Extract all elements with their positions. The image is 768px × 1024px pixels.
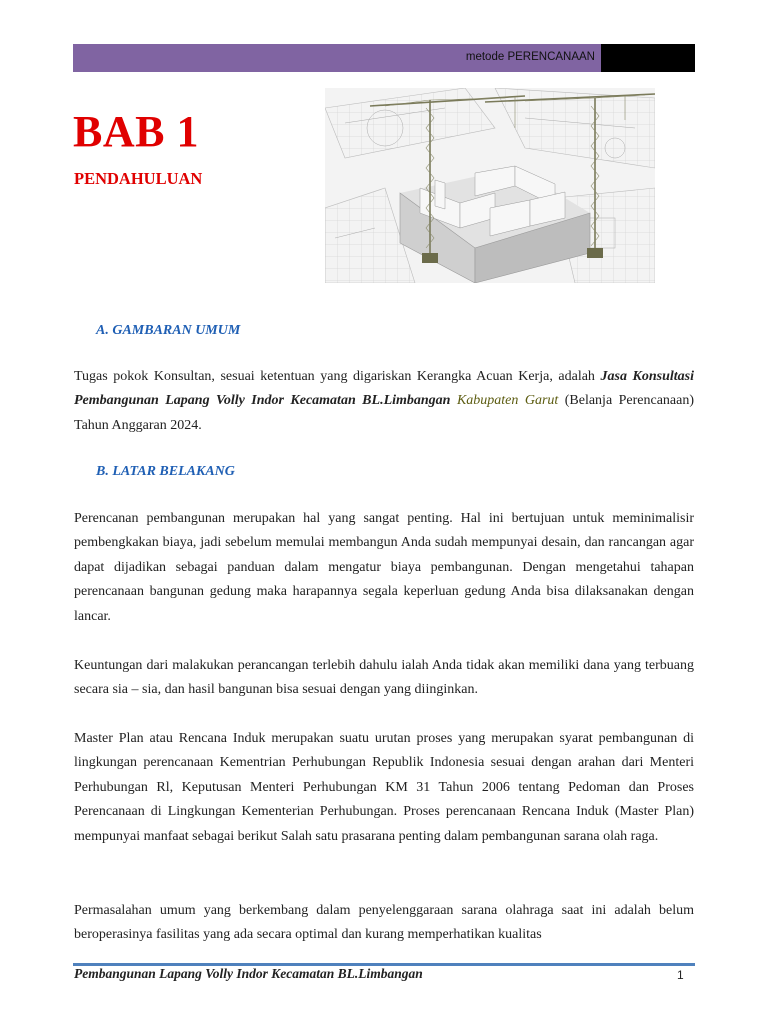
p1-project-name: Jasa Konsultasi Pembangunan Lapang Volly Indor Kecamatan BL.Limbangan xyxy=(74,369,694,409)
paragraph-gambaran-umum xyxy=(74,365,694,438)
paragraph-keuntungan: Keuntungan dari malakukan perancangan terlebih dahulu ialah Anda tidak akan memiliki dana yang terbuang secara sia – sia, dan hasil bangunan bisa sesuai dengan yang diinginkan. xyxy=(74,658,694,698)
construction-illustration xyxy=(325,88,655,283)
page-header xyxy=(73,44,695,72)
chapter-subtitle: PENDAHULUAN xyxy=(74,169,203,188)
p1-tail: (Belanja Perencanaan) Tahun Anggaran 2024. xyxy=(74,393,694,433)
paragraph-master-plan: Master Plan atau Rencana Induk merupakan suatu urutan proses yang merupakan syarat pembangunan di lingkungan perencanaan Kementrian Perhubungan Republik Indonesia sesuai dengan arahan dari Menteri Perhubungan Rl, Keputusan Menteri Perhubungan KM 31 Tahun 2006 tentang Pedoman dan Proses Perencanaan di Lingkungan Kementerian Perhubungan. Proses perencanaan Rencana Induk (Master Plan) mempunyai manfaat sebagai berikut Salah satu prasarana penting dalam pembangunan sarana olah raga. xyxy=(74,731,694,844)
chapter-title: BAB 1 xyxy=(73,107,199,156)
paragraph-perencanaan: Perencanan pembangunan merupakan hal yang sangat penting. Hal ini bertujuan untuk meminimalisir pembengkakan biaya, jadi sebelum memulai membangun Anda sudah mempunyai desain, dan rancangan agar dapat dijadikan sebagai panduan dalam mengatur biaya pembangunan. Dengan mengetahui tahapan perencanaan bangunan gedung maka harapannya segala keperluan gedung Anda bisa dilaksanakan dengan lancar. xyxy=(74,511,694,624)
page-number: 1 xyxy=(677,968,684,982)
header-purple-band xyxy=(73,44,601,72)
header-label: metode PERENCANAAN xyxy=(465,51,595,63)
p1-region: Kabupaten Garut xyxy=(456,393,559,409)
section-heading-gambaran-umum: A. GAMBARAN UMUM xyxy=(96,323,241,338)
section-heading-latar-belakang: B. LATAR BELAKANG xyxy=(96,464,235,479)
footer-title: Pembangunan Lapang Volly Indor Kecamatan BL.Limbangan xyxy=(74,966,423,981)
header-black-block xyxy=(601,44,695,72)
p1-lead: Tugas pokok Konsultan, sesuai ketentuan yang digariskan Kerangka Acuan Kerja, adalah xyxy=(74,369,601,384)
paragraph-permasalahan: Permasalahan umum yang berkembang dalam penyelenggaraan sarana olahraga saat ini adalah belum beroperasinya fasilitas yang ada secara optimal dan kurang memperhatikan kualitas xyxy=(74,903,694,943)
